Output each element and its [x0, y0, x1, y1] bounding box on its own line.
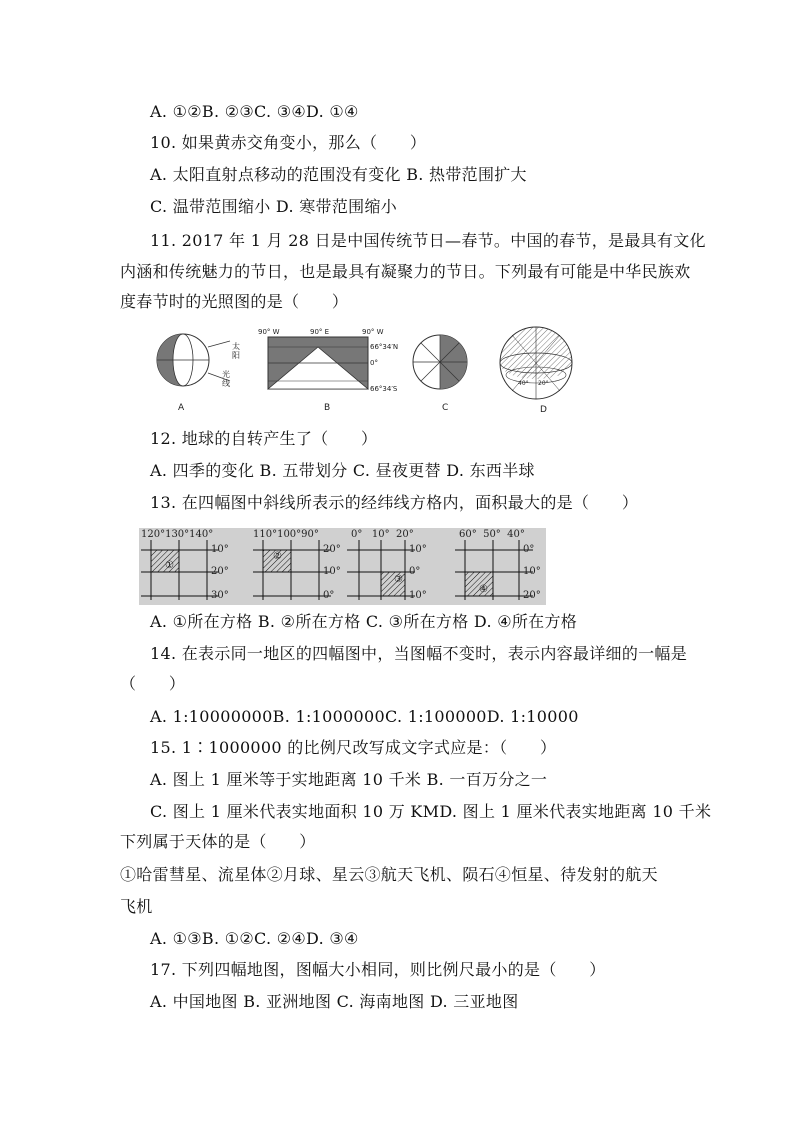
grid-panel-3: [347, 540, 415, 600]
panel-4-top-labels: 60° 50° 40°: [459, 529, 525, 540]
q16-stem: 下列属于天体的是（ ）: [120, 832, 316, 851]
panel-2-top-labels: 110°100°90°: [253, 529, 319, 540]
diagram-c-label: C: [442, 403, 449, 413]
diagram-a-label: A: [178, 403, 185, 413]
panel-4-lat-3: 20°: [523, 590, 541, 601]
q12-stem: 12. 地球的自转产生了（ ）: [150, 429, 378, 448]
panel-4-lat-2: 10°: [523, 566, 541, 577]
q15-stem: 15. 1∶1000000 的比例尺改写成文字式应是：（ ）: [150, 738, 557, 757]
q13-options: A. ①所在方格 B. ②所在方格 C. ③所在方格 D. ④所在方格: [150, 612, 578, 631]
q11-stem-line3: 度春节时的光照图的是（ ）: [120, 292, 349, 311]
q11-stem-line1: 11. 2017 年 1 月 28 日是中国传统节日—春节。中国的春节，是最具有文化: [150, 231, 706, 250]
grid-panel-4: [455, 540, 533, 600]
panel-1-mark: ①: [165, 560, 174, 571]
q14-stem: 14. 在表示同一地区的四幅图中，当图幅不变时，表示内容最详细的一幅是: [150, 644, 688, 663]
q13-figure: [139, 528, 546, 605]
q17-stem: 17. 下列四幅地图，图幅大小相同，则比例尺最小的是（ ）: [150, 960, 606, 979]
svg-text:阳: 阳: [232, 351, 240, 360]
q11-stem-line2: 内涵和传统魅力的节日，也是最具有凝聚力的节日。下列最有可能是中华民族欢: [120, 262, 691, 281]
diagram-d-lat2-label: 20°: [538, 380, 549, 387]
diagram-b-right-n: 66°34′N: [370, 343, 399, 351]
diagram-b-right-eq: 0°: [370, 359, 378, 367]
q15-options-ab: A. 图上 1 厘米等于实地距离 10 千米 B. 一百万分之一: [150, 770, 548, 789]
q10-options-cd: C. 温带范围缩小 D. 寒带范围缩小: [150, 197, 398, 216]
panel-1-lat-2: 20°: [211, 566, 229, 577]
panel-4-lat-1: 0°: [523, 544, 535, 555]
diagram-d-lat-label: 40°: [518, 380, 529, 387]
q9-options: A. ①②B. ②③C. ③④D. ①④: [150, 102, 359, 121]
diagram-a-light-label: 光: [222, 370, 230, 379]
diagram-d: [500, 327, 572, 399]
grid-panel-2: [253, 540, 331, 600]
panel-3-top-labels: 0° 10° 20°: [351, 529, 414, 540]
q16-items-line1: ①哈雷彗星、流星体②月球、星云③航天飞机、陨石④恒星、待发射的航天: [120, 865, 658, 884]
diagram-b-top-w: 90° W: [258, 328, 280, 336]
panel-1-lat-1: 10°: [211, 544, 229, 555]
q15-options-cd: C. 图上 1 厘米代表实地面积 10 万 KMD. 图上 1 厘米代表实地距离 10 千米: [150, 802, 712, 821]
svg-text:线: 线: [222, 379, 230, 388]
panel-2-lat-3: 0°: [323, 590, 335, 601]
q16-options: A. ①③B. ①②C. ②④D. ③④: [150, 929, 359, 948]
q12-options: A. 四季的变化 B. 五带划分 C. 昼夜更替 D. 东西半球: [150, 461, 535, 480]
panel-3-lat-1: 10°: [409, 544, 427, 555]
diagram-c: [413, 335, 467, 389]
q13-stem: 13. 在四幅图中斜线所表示的经纬线方格内，面积最大的是（ ）: [150, 493, 639, 512]
panel-2-lat-1: 20°: [323, 544, 341, 555]
q10-stem: 10. 如果黄赤交角变小，那么（ ）: [150, 133, 427, 152]
diagram-b: [268, 337, 368, 389]
panel-2-lat-2: 10°: [323, 566, 341, 577]
diagram-a: [157, 334, 230, 386]
panel-3-mark: ③: [394, 574, 403, 585]
diagram-b-right-s: 66°34′S: [370, 385, 398, 393]
diagram-b-label: B: [324, 403, 331, 413]
q10-options-ab: A. 太阳直射点移动的范围没有变化 B. 热带范围扩大: [150, 165, 527, 184]
q16-items-line2: 飞机: [120, 897, 153, 916]
diagram-a-sun-label: 太: [232, 342, 240, 351]
q11-figure: [150, 325, 610, 420]
panel-1-lat-3: 30°: [211, 590, 229, 601]
q14-options: A. 1:10000000B. 1:1000000C. 1:100000D. 1:10000: [150, 707, 579, 726]
q17-options: A. 中国地图 B. 亚洲地图 C. 海南地图 D. 三亚地图: [150, 992, 519, 1011]
panel-2-mark: ②: [273, 551, 282, 562]
grid-panel-1: [141, 540, 219, 600]
panel-4-mark: ④: [479, 584, 488, 595]
panel-1-top-labels: 120°130°140°: [141, 529, 214, 540]
diagram-d-label: D: [540, 405, 547, 415]
diagram-b-top-w2: 90° W: [362, 328, 384, 336]
panel-3-lat-2: 0°: [409, 566, 421, 577]
diagram-b-top-e: 90° E: [310, 328, 330, 336]
panel-3-lat-3: 10°: [409, 590, 427, 601]
q14-stem-cont: （ ）: [120, 674, 186, 693]
